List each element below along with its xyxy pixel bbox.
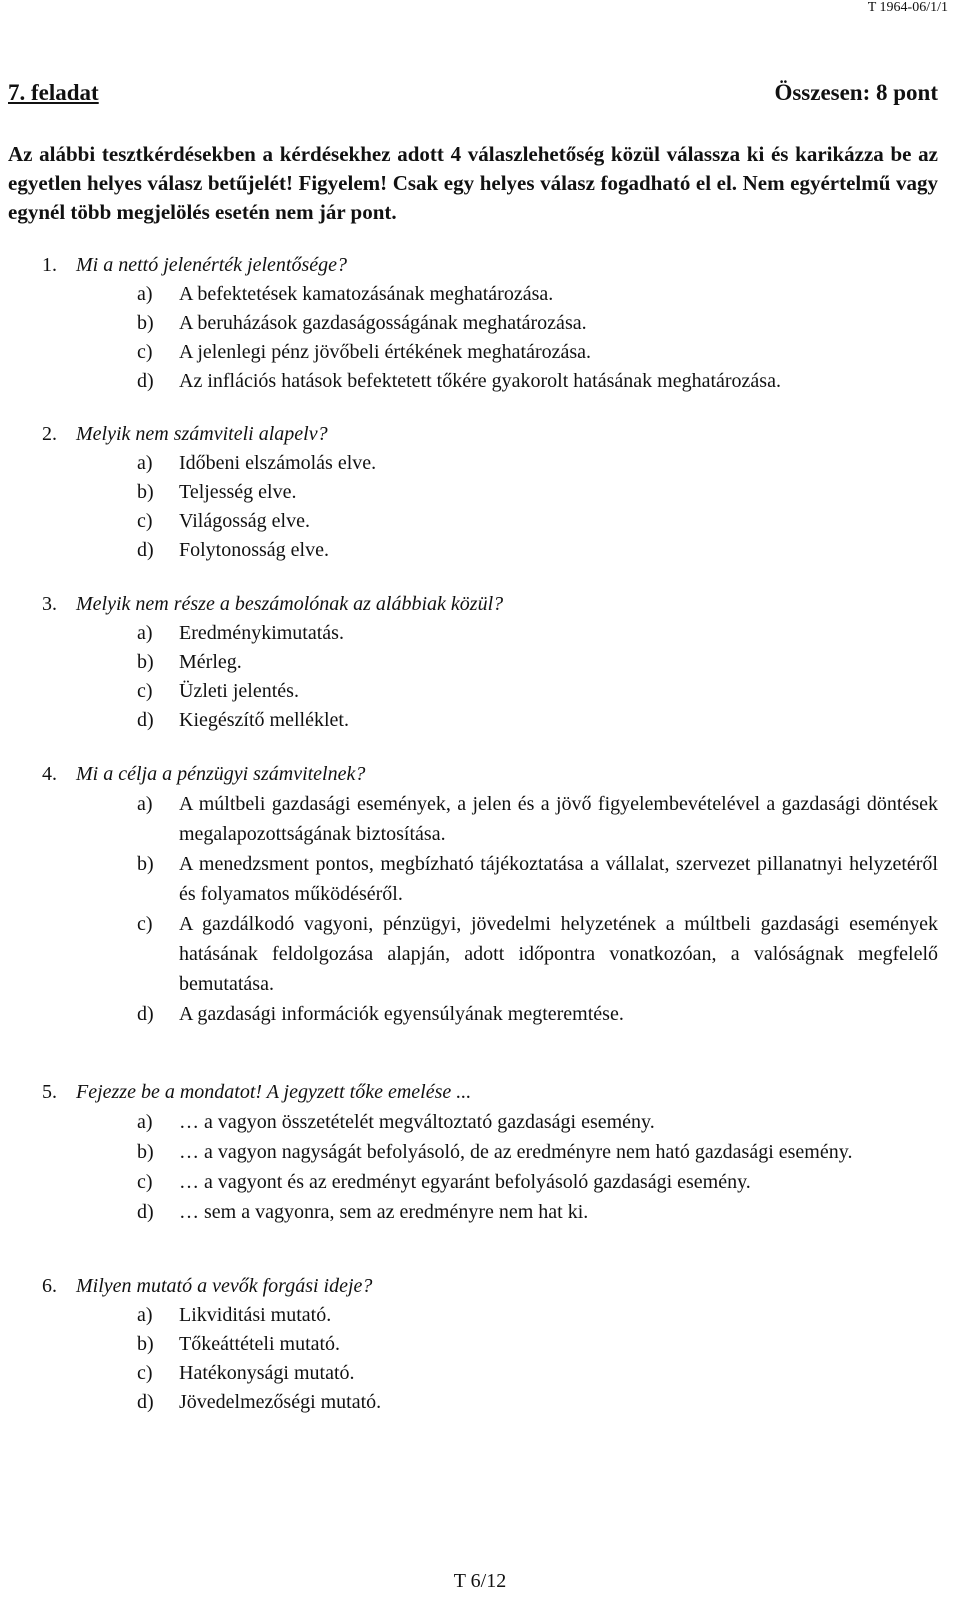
answer-option[interactable] xyxy=(137,789,938,849)
question-text: Melyik nem része a beszámolónak az alábbiak közül? xyxy=(76,593,504,615)
task-points: Összesen: 8 pont xyxy=(774,80,938,105)
question-text: Mi a nettó jelenérték jelentősége? xyxy=(76,254,348,276)
answer-option[interactable] xyxy=(137,338,938,367)
question-number: 2. xyxy=(42,423,57,445)
answer-option[interactable] xyxy=(137,677,938,706)
answer-option[interactable] xyxy=(137,280,938,309)
option-letter: d) xyxy=(137,539,154,561)
instructions: Az alábbi tesztkérdésekben a kérdésekhez adott 4 válaszlehetőség közül válassza ki és karikázza be az egyetlen helyes válasz betűjelét! Figyelem! Csak egy helyes válasz fogadható el el. Nem egyértelmű vagy egynél több megjelölés esetén nem jár pont. xyxy=(8,142,938,224)
option-text: Időbeni elszámolás elve. xyxy=(179,452,377,474)
option-letter: c) xyxy=(137,1171,153,1193)
question-6 xyxy=(42,1272,938,1417)
question-5 xyxy=(42,1078,938,1227)
option-text: Mérleg. xyxy=(179,651,242,673)
option-text: Jövedelmezőségi mutató. xyxy=(179,1391,382,1413)
answer-option[interactable] xyxy=(137,449,938,478)
option-text: Likviditási mutató. xyxy=(179,1304,332,1326)
option-letter: c) xyxy=(137,1362,153,1384)
question-text: Melyik nem számviteli alapelv? xyxy=(76,423,328,445)
question-number: 3. xyxy=(42,593,57,615)
answer-option[interactable] xyxy=(137,1388,938,1417)
option-text: Hatékonysági mutató. xyxy=(179,1362,355,1384)
question-head xyxy=(42,590,938,619)
question-text: Milyen mutató a vevők forgási ideje? xyxy=(76,1275,373,1297)
option-text: Teljesség elve. xyxy=(179,481,297,503)
question-head xyxy=(42,760,938,789)
option-letter: c) xyxy=(137,510,153,532)
question-4 xyxy=(42,760,938,1029)
answer-option[interactable] xyxy=(137,1167,938,1197)
option-text: A beruházások gazdaságosságának meghatározása. xyxy=(179,312,587,334)
option-letter: d) xyxy=(137,1201,154,1223)
option-letter: d) xyxy=(137,709,154,731)
option-letter: d) xyxy=(137,1003,154,1025)
option-text: A jelenlegi pénz jövőbeli értékének meghatározása. xyxy=(179,341,592,363)
option-letter: c) xyxy=(137,341,153,363)
answer-option[interactable] xyxy=(137,1330,938,1359)
question-3 xyxy=(42,590,938,735)
answer-option[interactable] xyxy=(137,1301,938,1330)
option-text: … a vagyon nagyságát befolyásoló, de az eredményre nem ható gazdasági esemény. xyxy=(179,1141,853,1163)
option-text: Folytonosság elve. xyxy=(179,539,329,561)
option-letter: b) xyxy=(137,481,154,503)
question-head xyxy=(42,1272,938,1301)
option-text: A gazdálkodó vagyoni, pénzügyi, jövedelmi helyzetének a múltbeli gazdasági események hatásának feldolgozása alapján, adott időpontra vonatkozóan, a valóságnak megfelelő bemutatása. xyxy=(179,913,938,995)
answer-option[interactable] xyxy=(137,619,938,648)
answer-option[interactable] xyxy=(137,909,938,999)
option-letter: d) xyxy=(137,370,154,392)
option-letter: b) xyxy=(137,853,154,875)
answer-option[interactable] xyxy=(137,706,938,735)
question-text: Mi a célja a pénzügyi számvitelnek? xyxy=(76,763,366,785)
question-head xyxy=(42,251,938,280)
option-letter: a) xyxy=(137,793,153,815)
option-letter: c) xyxy=(137,680,153,702)
question-number: 6. xyxy=(42,1275,57,1297)
answer-option[interactable] xyxy=(137,1197,938,1227)
answer-option[interactable] xyxy=(137,507,938,536)
option-letter: c) xyxy=(137,913,153,935)
option-text: Világosság elve. xyxy=(179,510,310,532)
option-letter: a) xyxy=(137,283,153,305)
option-text: A menedzsment pontos, megbízható tájékoztatása a vállalat, szervezet pillanatnyi helyzetéről és folyamatos működéséről. xyxy=(179,853,938,905)
answer-option[interactable] xyxy=(137,648,938,677)
answer-option[interactable] xyxy=(137,1107,938,1137)
option-text: Üzleti jelentés. xyxy=(179,680,299,702)
option-letter: b) xyxy=(137,1141,154,1163)
option-letter: b) xyxy=(137,1333,154,1355)
question-number: 1. xyxy=(42,254,57,276)
task-title: 7. feladat xyxy=(8,80,99,105)
document-code: T 1964-06/1/1 xyxy=(867,0,948,15)
option-letter: a) xyxy=(137,452,153,474)
option-text: Az inflációs hatások befektetett tőkére gyakorolt hatásának meghatározása. xyxy=(179,370,781,392)
answer-option[interactable] xyxy=(137,849,938,909)
option-text: … a vagyont és az eredményt egyaránt befolyásoló gazdasági esemény. xyxy=(179,1171,751,1193)
answer-option[interactable] xyxy=(137,1359,938,1388)
question-head xyxy=(42,420,938,449)
page-number: T 6/12 xyxy=(453,1570,507,1592)
answer-option[interactable] xyxy=(137,367,938,396)
question-text: Fejezze be a mondatot! A jegyzett tőke emelése ... xyxy=(76,1081,472,1103)
option-text: A múltbeli gazdasági események, a jelen és a jövő figyelembevételével a gazdasági döntések megalapozottságának biztosítása. xyxy=(179,793,938,845)
option-letter: b) xyxy=(137,312,154,334)
option-text: Kiegészítő melléklet. xyxy=(179,709,349,731)
option-text: … sem a vagyonra, sem az eredményre nem hat ki. xyxy=(179,1201,589,1223)
option-text: A befektetések kamatozásának meghatározása. xyxy=(179,283,554,305)
answer-option[interactable] xyxy=(137,1137,938,1167)
answer-option[interactable] xyxy=(137,536,938,565)
option-letter: d) xyxy=(137,1391,154,1413)
option-text: … a vagyon összetételét megváltoztató gazdasági esemény. xyxy=(179,1111,655,1133)
option-letter: a) xyxy=(137,1111,153,1133)
task-header xyxy=(8,80,938,106)
option-text: A gazdasági információk egyensúlyának megteremtése. xyxy=(179,1003,624,1025)
answer-option[interactable] xyxy=(137,309,938,338)
option-letter: b) xyxy=(137,651,154,673)
answer-option[interactable] xyxy=(137,999,938,1029)
question-head xyxy=(42,1078,938,1107)
option-letter: a) xyxy=(137,622,153,644)
question-number: 5. xyxy=(42,1081,57,1103)
question-1 xyxy=(42,251,938,396)
question-2 xyxy=(42,420,938,565)
option-text: Tőkeáttételi mutató. xyxy=(179,1333,341,1355)
answer-option[interactable] xyxy=(137,478,938,507)
option-letter: a) xyxy=(137,1304,153,1326)
option-text: Eredménykimutatás. xyxy=(179,622,344,644)
question-number: 4. xyxy=(42,763,57,785)
